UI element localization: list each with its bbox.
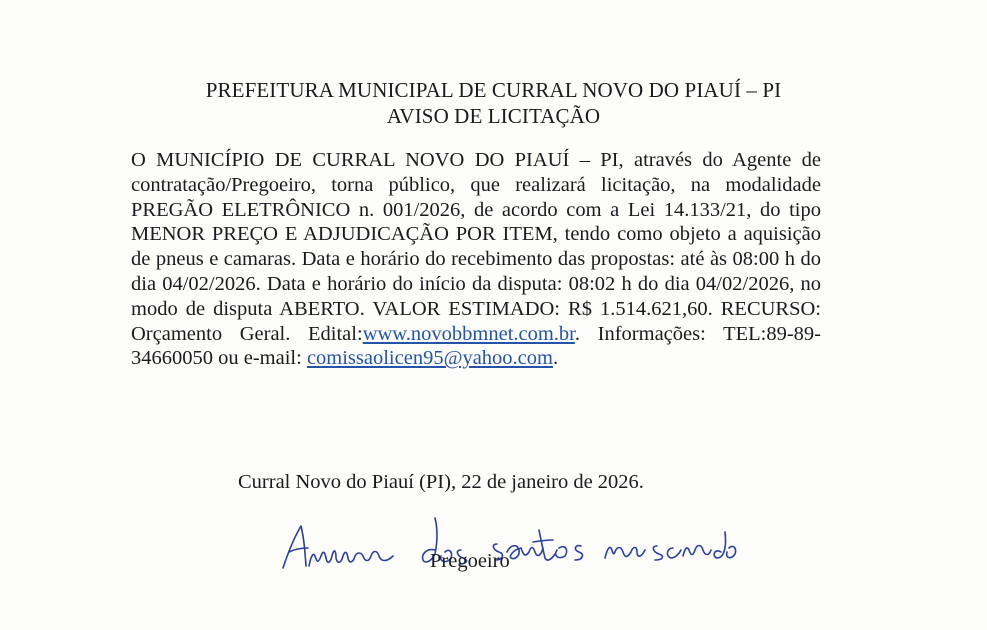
signer-role: Pregoeiro [430, 550, 510, 572]
notice-text-end: . [552, 347, 559, 370]
notice-body [131, 148, 821, 371]
handwritten-signature [275, 500, 745, 580]
notice-text-main: O MUNICÍPIO DE CURRAL NOVO DO PIAUÍ – PI, através do Agente de contratação/Pregoeiro, torna público, que realizará licitação, na modalidade PREGÃO ELETRÔNICO n. 001/2026, de acordo com a Lei 14.133/21, do tipo MENOR PREÇO E ADJUDICAÇÃO POR ITEM, tendo como objeto a aquisição de pneus e camaras. Data e horário do recebimento das propostas: até às 08:00 h do dia 04/02/2026. Data e horário do início da disputa: 08:02 h do dia 04/02/2026, no modo de disputa ABERTO. VALOR ESTIMADO: R$ 1.514.621,60. RECURSO: Orçamento Geral. Edital: [131, 149, 821, 345]
municipality-title: PREFEITURA MUNICIPAL DE CURRAL NOVO DO PIAUÍ – PI [205, 78, 782, 102]
notice-title: AVISO DE LICITAÇÃO [386, 104, 601, 128]
email-link[interactable]: comissaolicen95@yahoo.com [306, 347, 553, 370]
notice-text-contact: . Informações: TEL:89-89-34660050 ou e-mail: [131, 322, 821, 370]
place-date: Curral Novo do Piauí (PI), 22 de janeiro de 2026. [238, 471, 644, 493]
website-link[interactable]: www.novobbmnet.com.br [362, 322, 575, 345]
